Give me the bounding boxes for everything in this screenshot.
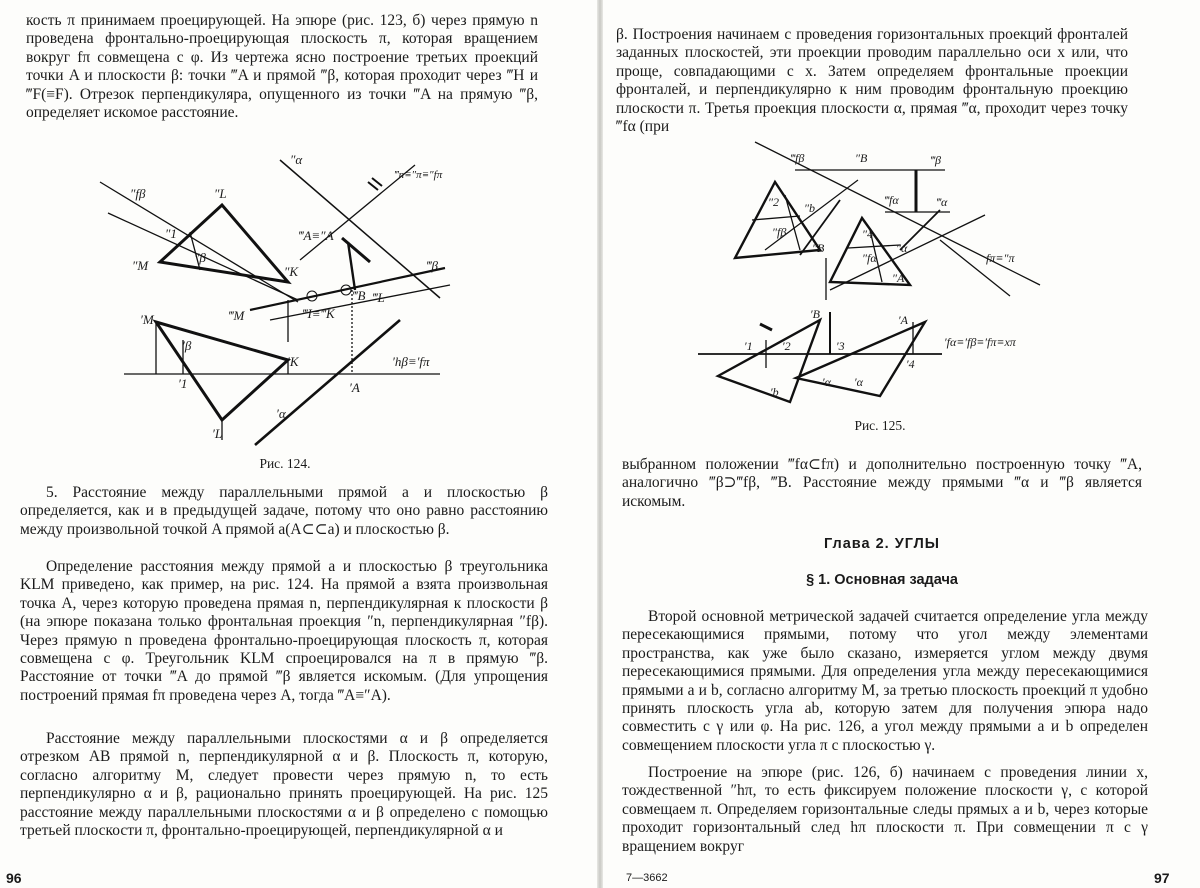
right-paragraph-1: β. Построения начинаем с проведения горизонтальных проекций фронталей заданных плоскостей, эти проекции проводим параллельно оси x или, что проще, совпадающими с x. Затем определяем фронтальные проекции фронталей, и перпендикулярно к ним проводим фронтальную проекцию плоскости π. Третья проекция плоскости α, прямая ‴α, проходит через точку ‴fα (при <box>616 26 1128 136</box>
label-A1: ′A <box>898 313 908 327</box>
label-alpha3: ‴α <box>936 195 948 209</box>
label-alpha1: ′α <box>276 406 286 421</box>
left-paragraph-2: 5. Расстояние между параллельными прямой a и плоскостью β определяется, как и в предыдущей задаче, потому что оно равно расстоянию между произвольной точкой A прямой a(A⊂⊂a) и плоскостью β. <box>20 484 548 538</box>
label-B3: ″B <box>855 151 868 165</box>
label-B3: ‴B <box>352 288 366 303</box>
label-K2: ″K <box>284 264 299 279</box>
label-beta2: ″β <box>194 250 206 265</box>
label-f-beta3: ‴fβ <box>790 151 805 165</box>
label-f-alpha3: ‴fα <box>884 193 899 207</box>
label-two2: ″2 <box>768 195 779 209</box>
label-two1: ′2 <box>782 339 791 353</box>
right-paragraph-2: выбранном положении ‴fα⊂fπ) и дополнительно построенную точку ‴A, аналогично ‴β⊃‴fβ, ‴B. Расстояние между прямыми ‴α и ‴β является искомым. <box>622 456 1142 510</box>
figure-125-caption: Рис. 125. <box>854 418 906 433</box>
right-paragraph-3: Второй основной метрической задачей считается определение угла между пересекающимися прямыми, потому что угол между элементами пространства, как уже было сказано, измеряется углом между двумя пересекающимися прямыми. Для определения угла между пересекающимися прямыми a и b, согласно алгоритму M, за третью плоскость проекций π удобно принять плоскость угла ab, которую затем для получения эпюра надо совместить с γ или φ. На рис. 126, a угол между прямыми a и b определен совмещением плоскости угла π с плоскостью γ. <box>622 608 1148 754</box>
label-b1: ′b <box>770 385 779 399</box>
label-IK3: ‴I≡‴K <box>302 306 335 321</box>
label-B2: ″B <box>812 241 825 255</box>
label-L2: ″L <box>214 186 227 201</box>
label-M1: ′M <box>140 312 154 327</box>
label-b2: ″b <box>804 201 815 215</box>
left-paragraph-1: кость π принимаем проецирующей. На эпюре (рис. 123, б) через прямую n проведена фронтально-проецирующая плоскость π, которая вращением вокруг fπ совмещена с φ. Из чертежа ясно построение третьих проекций точки A и плоскости β: точки ‴A и прямой ‴β, которая проходит через ‴H и ‴F(≡F). Отрезок перпендикуляра, опущенного из точки ‴A на прямую ‴β, определяет искомое расстояние. <box>26 12 538 122</box>
label-A2: ″A <box>892 271 905 285</box>
label-alpha1a: ′α <box>822 375 831 389</box>
left-paragraph-4: Расстояние между параллельными плоскостями α и β определяется отрезком AB прямой n, перпендикулярной α и β. Плоскость π, которую, согласно алгоритму M, следует провести через прямую n, то есть перпендикулярно α и β, рационально принять проецирующей. На рис. 125 расстояние между параллельными плоскостями α и β определено с помощью третьей плоскости π, фронтально-проецирующей, перпендикулярной α и <box>20 730 548 840</box>
label-one1: ′1 <box>178 376 188 391</box>
right-page-number: 97 <box>1154 870 1170 886</box>
right-paragraph-4: Построение на эпюре (рис. 126, б) начинаем с проведения линии x, тождественной ″hπ, то есть фиксируем положение плоскости γ, с которой совмещаем π. Определяем горизонтальные следы прямых a и b, через которые проходит горизонтальный след hπ плоскости π. При совмещении π с γ вращением вокруг <box>622 764 1148 855</box>
figure-125 <box>602 132 1200 404</box>
label-n3: ‴n≡″π≡″fπ <box>394 169 443 181</box>
left-page-number: 96 <box>6 870 22 886</box>
label-axis: ′fα≡′fβ≡′fπ≡xπ <box>944 335 1016 349</box>
chapter-heading: Глава 2. УГЛЫ <box>824 536 940 552</box>
label-L3: ‴L <box>372 290 385 305</box>
label-four2: ″4 <box>862 227 873 241</box>
label-M2: ″M <box>132 258 149 273</box>
left-paragraph-3: Определение расстояния между прямой a и плоскостью β треугольника KLM приведено, как пример, на рис. 124. На прямой a взята произвольная точка A, через которую проведена прямая n, перпендикулярная к плоскости β (на эпюре показана только фронтальная проекция ″n, перпендикулярная ″fβ). Через прямую n проведена фронтально-проецирующая плоскость π, которая совмещена с φ. Треугольник KLM спроецировался на π в прямую ‴β. Расстояние от точки ‴A до прямой ‴β является искомым. (Для упрощения построений прямая fπ проведена через A, тогда ‴A≡″A). <box>20 558 548 704</box>
label-h-beta: ′hβ≡′fπ <box>392 354 430 369</box>
label-beta3: ‴β <box>930 153 942 167</box>
label-f-alpha2: ″fα <box>862 251 877 265</box>
section-heading: § 1. Основная задача <box>806 572 958 588</box>
left-page <box>0 0 598 888</box>
label-A1: ′A <box>349 380 360 395</box>
label-f-beta2: ″fβ <box>772 225 787 239</box>
figure-124 <box>0 148 598 448</box>
label-beta1: ′β <box>182 338 192 353</box>
figure-124-caption: Рис. 124. <box>259 456 311 471</box>
label-K1: ′K <box>287 354 299 369</box>
label-beta3: ‴β <box>426 258 438 273</box>
label-L1: ′L <box>212 426 223 441</box>
label-four1: ′4 <box>906 357 915 371</box>
label-alpha2: ″α <box>896 241 908 255</box>
label-f-pi: fπ≡″π <box>986 251 1015 265</box>
label-one1: ′1 <box>744 339 753 353</box>
label-three1: ′3 <box>836 339 845 353</box>
label-A3: ‴A≡″A <box>298 228 334 243</box>
label-alpha1b: ′α <box>854 375 863 389</box>
label-alpha2: ″α <box>290 152 303 167</box>
label-f-beta-2: ″fβ <box>130 186 146 201</box>
label-one2: ″1 <box>165 226 177 241</box>
right-page <box>602 0 1200 888</box>
label-B1: ′B <box>810 307 820 321</box>
printer-signature: 7—3662 <box>626 872 668 884</box>
label-M3: ‴M <box>228 308 245 323</box>
